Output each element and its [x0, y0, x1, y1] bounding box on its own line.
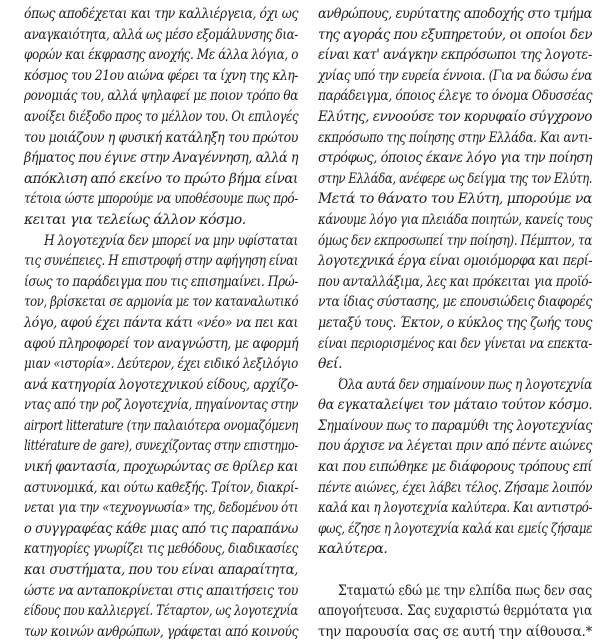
paragraph-continued [24, 4, 298, 231]
text-line: ανθρώπους, ευρύτατης αποδοχής στο τμήμα [318, 6, 592, 22]
text-line: ο συγγραφέας κάθε μιας από τις παραπάνω [24, 520, 298, 537]
text-line: εκπρόσωπο της ποίησης στην Ελλάδα. Και αντι- [318, 129, 592, 146]
right-column [318, 4, 592, 642]
text-line: των κοινών ανθρώπων, γράφεται από κοινούς [24, 623, 299, 640]
text-line: καλά και η λογοτεχνία καλύτερα. Και αντιστρό- [318, 500, 593, 517]
text-line: είναι περιορισμένος και δεν γίνεται να επεκτα- [318, 335, 592, 352]
text-line: αφού πληροφορεί τον αναγνώστη, με αφορμή [24, 335, 299, 352]
text-line: κειται για τελείως άλλον κόσμο. [24, 211, 246, 228]
text-line: τις συνέπειες. Η επιστροφή στην αφήγηση είναι [24, 253, 299, 270]
text-line: λόγο, αφού έχει πάντα κάτι «νέο» να πει και [24, 314, 299, 331]
text-line: απόκλιση από εκείνο το πρώτο βήμα είναι [24, 170, 298, 187]
text-line: θα εγκαταλείψει τον μάταιο τούτον κόσμο. [318, 397, 593, 414]
text-line: μεταξύ τους. Έκτον, ο κύκλος της ζωής τους [318, 314, 592, 331]
text-line: που ανταλλάξιμα, λες και πρόκειται για προϊό- [318, 273, 592, 290]
text-line: πέντε αιώνες, έχει λάβει τέλος. Ζήσαμε λοιπόν [318, 479, 593, 496]
text-line: Μετά το θάνατο του Ελύτη, μπορούμε να [318, 191, 592, 208]
text-line: airport litterature (την παλαιότερα ονομαζόμενη [24, 417, 298, 434]
text-line: τέτοια ώστε μπορούμε να υποθέσουμε πως πρό- [24, 191, 298, 208]
text-line: απογοήτευσα. Σας ευχαριστώ θερμότατα για [318, 603, 593, 620]
text-line: του μοιάζουν η φυσική κατάληξη του πρώτου [24, 129, 299, 146]
text-line: και συστήματα, που του είναι απαραίτητα, [24, 562, 298, 579]
text-line: κάνουμε λόγο για πλειάδα ποιητών, κανείς τους [318, 211, 593, 228]
text-line: ανοίξει διέξοδο προς το μέλλον του. Οι επιλογές [24, 108, 299, 125]
text-line: ίσως το παράδειγμα που τις επισημαίνει. Πρώ- [24, 273, 298, 290]
text-line: νική φαντασία, προχωρώντας σε θρίλερ και [24, 459, 299, 476]
text-line: κατηγορίες γνωρίζει τις μεθόδους, διαδικασίες [24, 541, 298, 558]
text-line: Η λογοτεχνία δεν μπορεί να μην υφίσταται [44, 232, 298, 249]
text-line: ανά κατηγορία λογοτεχνικού είδους, αρχίζο- [24, 376, 298, 393]
text-line: αναγκαιότητα, αλλά ως μέσο εξομάλυνσης δια- [24, 26, 298, 43]
text-line: καλύτερα. [318, 541, 388, 558]
text-line: αστυνομικά, και ούτω καθεξής. Τρίτον, διακρί- [24, 479, 299, 496]
text-line: και που ειπώθηκε με διάφορους τρόπους επί [318, 459, 592, 476]
text-line: Σημαίνουν πως το παραμύθι της λογοτεχνίας [318, 417, 592, 434]
text-line: της αγοράς που εξυπηρετούν, οι οποίοι δεν [318, 26, 592, 43]
text-line: ρονομιάς του, αλλά ψηλαφεί με ποιον τρόπο θα [24, 88, 298, 105]
text-line: μιαν «ιστορία». Δεύτερον, έχει ειδικό λεξιλόγιο [24, 356, 298, 373]
text-line: είδους που καλλιεργεί. Τέταρτον, ως λογοτεχνία [24, 603, 298, 620]
left-column [24, 4, 298, 642]
text-line: την παρουσία σας σε αυτή την αίθουσα.* [318, 623, 593, 640]
paragraph-closing-remarks [318, 581, 592, 642]
text-line: στρόφως, όποιος έκανε λόγο για την ποίηση [318, 150, 593, 167]
text-line: παράδειγμα, όποιος έλεγε το όνομα Οδυσσέας [318, 88, 593, 105]
paragraph-gap [318, 560, 592, 581]
text-line: όπως αποδέχεται και την καλλιέργεια, όχι ως [24, 6, 299, 22]
text-line: ώστε να ανταποκρίνεται στις απαιτήσεις του [24, 582, 298, 599]
text-line: Ελύτης, εννοούσε τον κορυφαίο σύγχρονο [318, 108, 592, 125]
text-line: ντας από την ροζ λογοτεχνία, πηγαίνοντας στην [24, 397, 298, 414]
text-line: όμως δεν εκπροσωπεί την ποίηση). Πέμπτον, τα [318, 232, 592, 249]
paragraph-literature-consequences [24, 231, 298, 642]
text-line: που άρχισε να λέγεται πριν από πέντε αιώνες [318, 438, 592, 455]
text-line: είναι κατ' ανάγκην εκπρόσωποι της λογοτε- [318, 47, 592, 64]
text-line: Όλα αυτά δεν σημαίνουν πως η λογοτεχνία [338, 376, 592, 393]
text-line: κόσμος του 21ου αιώνα φέρει τα ίχνη της κλη- [24, 67, 299, 84]
paragraph-fairy-tale-end [318, 375, 592, 560]
text-line: φορών και έκφρασης ανοχής. Με άλλα λόγια, ο [24, 47, 299, 64]
text-line: βήματος που έγινε στην Αναγέννηση, αλλά η [24, 150, 299, 167]
text-line: νεται για την «τεχνογνωσία» της, δεδομένου ότι [24, 500, 299, 517]
text-line: στην Ελλάδα, ανέφερε ως δείγμα της τον Ελύτη. [318, 170, 593, 187]
text-line: ντα ίδιας σύστασης, με επουσιώδεις διαφορές [318, 294, 592, 311]
text-line: θεί. [318, 356, 343, 373]
text-line: λογοτεχνικά έργα είναι ομοιόμορφα και περί- [318, 253, 593, 270]
paragraph-ordinary-people [318, 4, 592, 375]
text-line: τον, βρίσκεται σε αρμονία με τον καταναλωτικό [24, 294, 299, 311]
text-line: Σταματώ εδώ με την ελπίδα πως δεν σας [338, 582, 593, 599]
text-line: χνίας υπό την ευρεία έννοια. (Για να δώσω ένα [318, 67, 593, 84]
text-line: φως, έζησε η λογοτεχνία καλά και εμείς ζήσαμε [318, 520, 593, 537]
text-line: littérature de gare), συνεχίζοντας στην επιστημο- [24, 438, 298, 455]
